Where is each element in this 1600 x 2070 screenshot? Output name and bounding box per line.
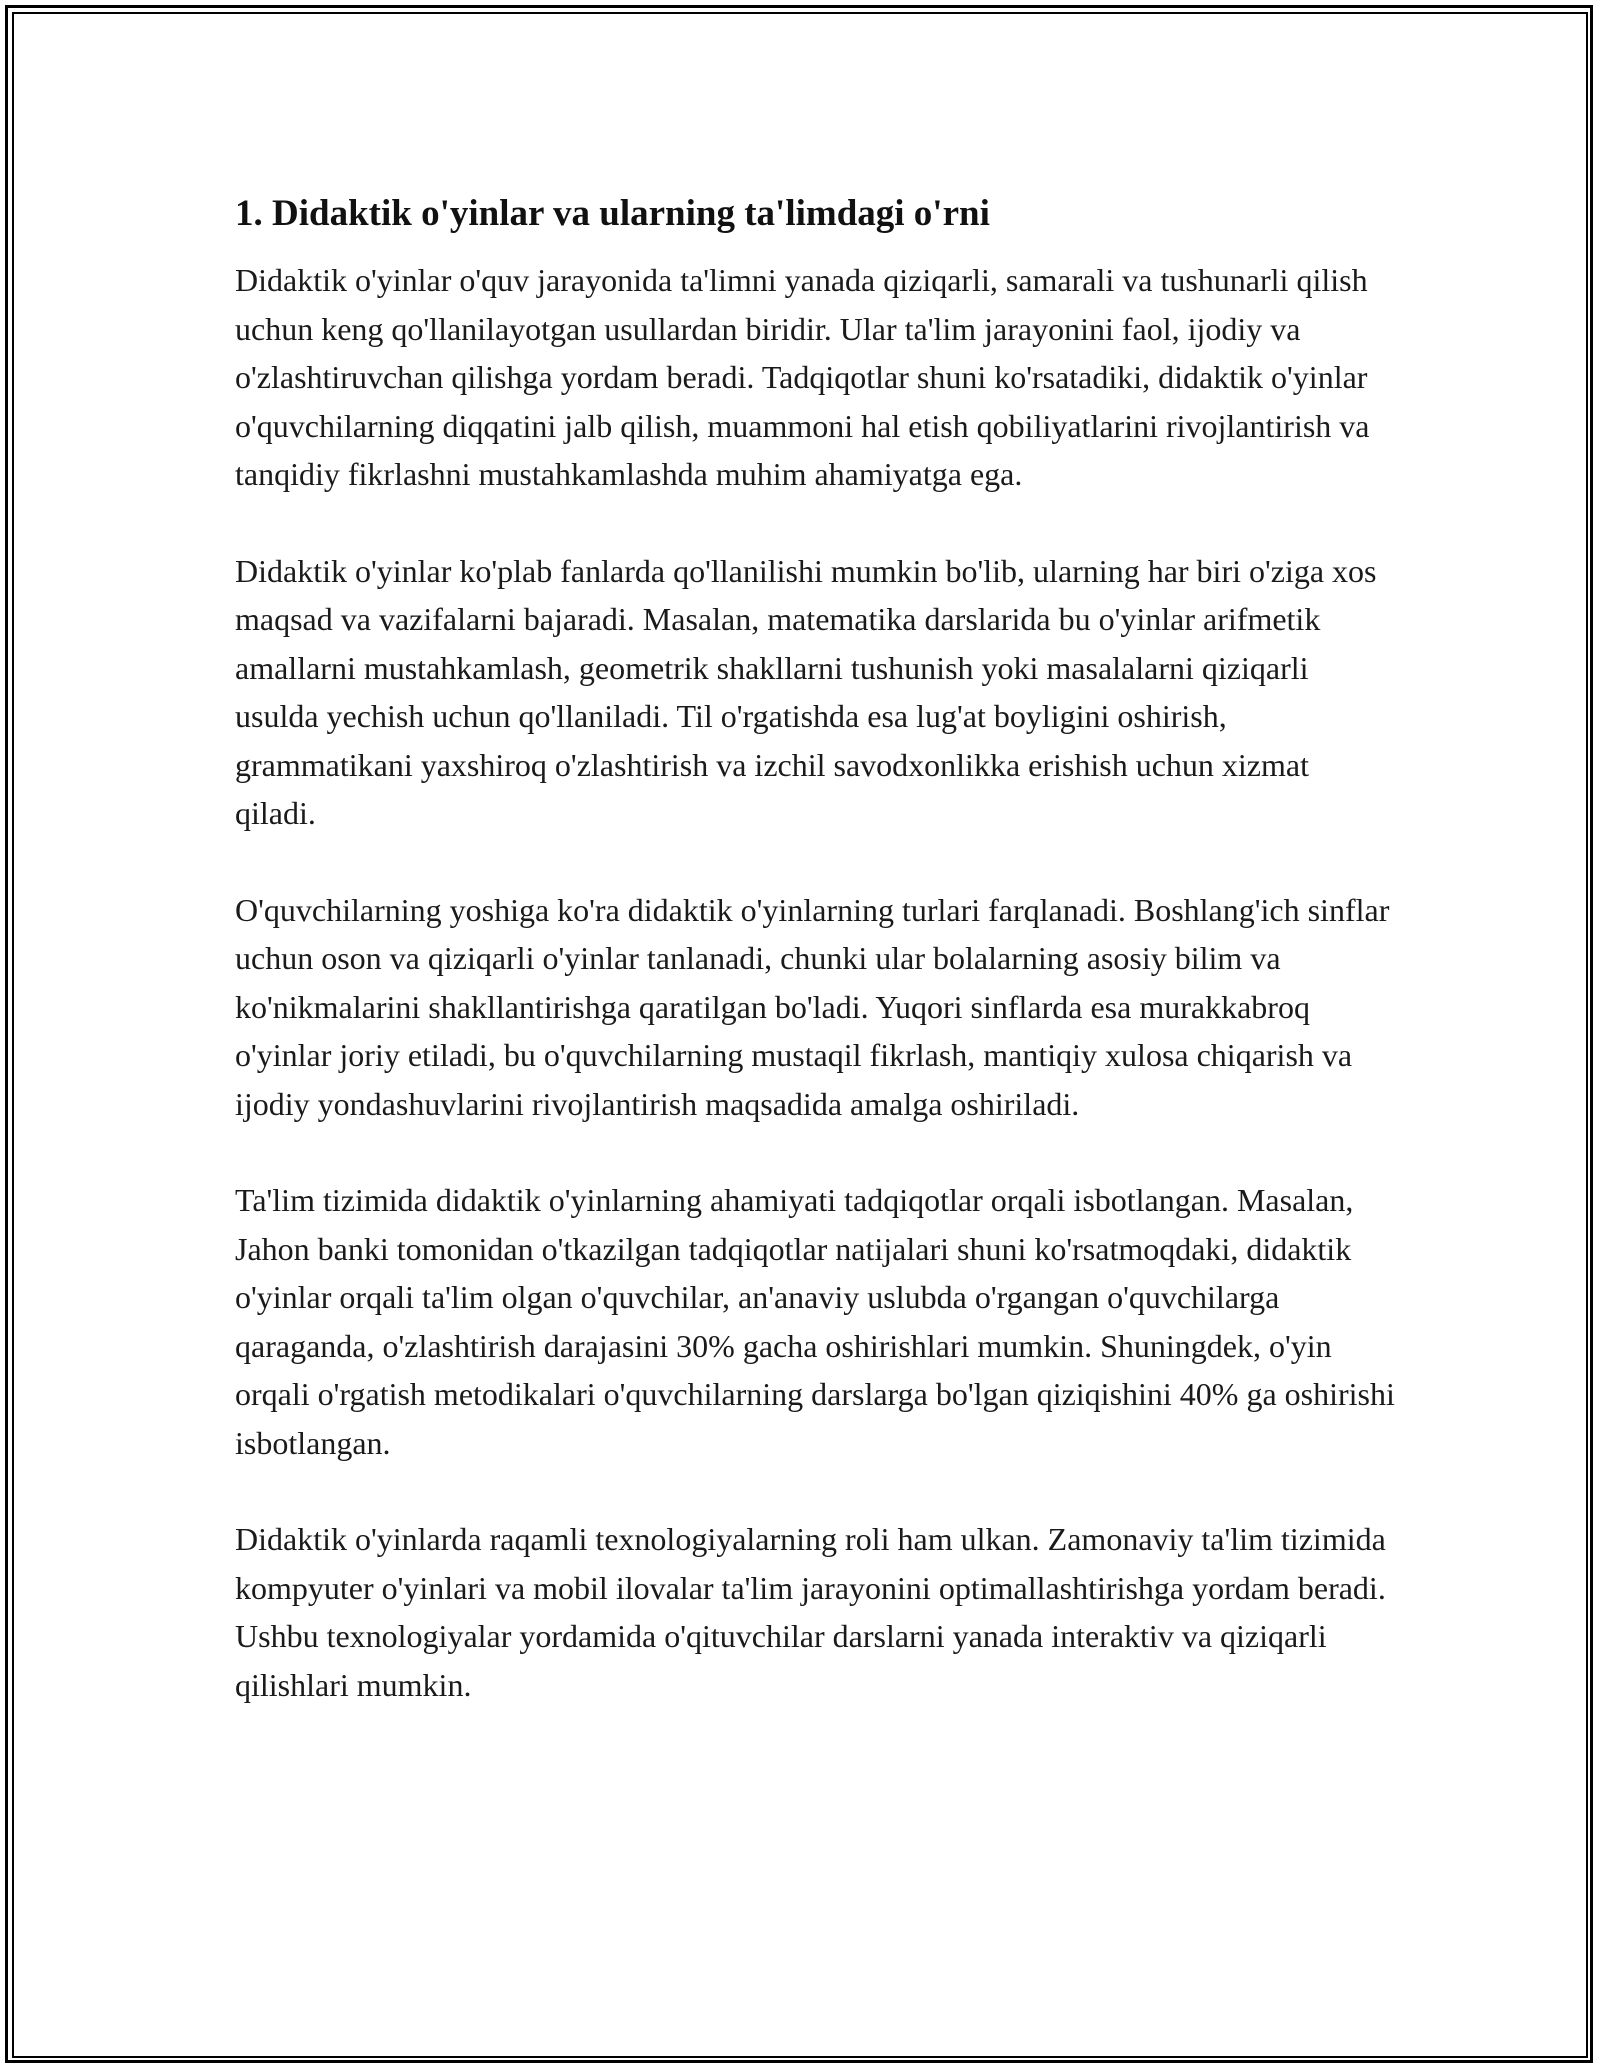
paragraph-5: Didaktik o'yinlarda raqamli texnologiyalarning roli ham ulkan. Zamonaviy ta'lim tizimida kompyuter o'yinlari va mobil ilovalar ta'lim jarayonini optimallashtirishga yordam beradi. Ushbu texnologiyalar yordamida o'qituvchilar darslarni yanada interaktiv va qiziqarli qilishlari mumkin. [235,1521,1386,1703]
paragraph-2: Didaktik o'yinlar ko'plab fanlarda qo'llanilishi mumkin bo'lib, ularning har biri o'ziga xos maqsad va vazifalarni bajaradi. Masalan, matematika darslarida bu o'yinlar arifmetik amallarni mustahkamlash, geometrik shakllarni tushunish yoki masalalarni qiziqarli usulda yechish uchun qo'llaniladi. Til o'rgatishda esa lug'at boyligini oshirish, grammatikani yaxshiroq o'zlashtirish va izchil savodxonlikka erishish uchun xizmat qiladi. [235,552,1377,831]
paragraph-1: Didaktik o'yinlar o'quv jarayonida ta'limni yanada qiziqarli, samarali va tushunarli qilish uchun keng qo'llanilayotgan usullardan biridir. Ular ta'lim jarayonini faol, ijodiy va o'zlashtiruvchan qilishga yordam beradi. Tadqiqotlar shuni ko'rsatadiki, didaktik o'yinlar o'quvchilarning diqqatini jalb qilish, muammoni hal etish qobiliyatlarini rivojlantirish va tanqidiy fikrlashni mustahkamlashda muhim ahamiyatga ega. [235,262,1370,492]
paragraph-3: O'quvchilarning yoshiga ko'ra didaktik o'yinlarning turlari farqlanadi. Boshlang'ich sinflar uchun oson va qiziqarli o'yinlar tanlanadi, chunki ular bolalarning asosiy bilim va ko'nikmalarini shakllantirishga qaratilgan bo'ladi. Yuqori sinflarda esa murakkabroq o'yinlar joriy etiladi, bu o'quvchilarning mustaqil fikrlash, mantiqiy xulosa chiqarish va ijodiy yondashuvlarini rivojlantirish maqsadida amalga oshiriladi. [235,891,1390,1122]
section-heading: 1. Didaktik o'yinlar va ularning ta'limdagi o'rni [235,193,990,234]
paragraph-4: Ta'lim tizimida didaktik o'yinlarning ahamiyati tadqiqotlar orqali isbotlangan. Masalan, Jahon banki tomonidan o'tkazilgan tadqiqotlar natijalari shuni ko'rsatmoqdaki, didaktik o'yinlar orqali ta'lim olgan o'quvchilar, an'anaviy uslubda o'rgangan o'quvchilarga qaraganda, o'zlashtirish darajasini 30% gacha oshirishlari mumkin. Shuningdek, o'yin orqali o'rgatish metodikalari o'quvchilarning darslarga bo'lgan qiziqishini 40% ga oshirishi isbotlangan. [235,1182,1395,1461]
document-body [235,188,1395,1757]
